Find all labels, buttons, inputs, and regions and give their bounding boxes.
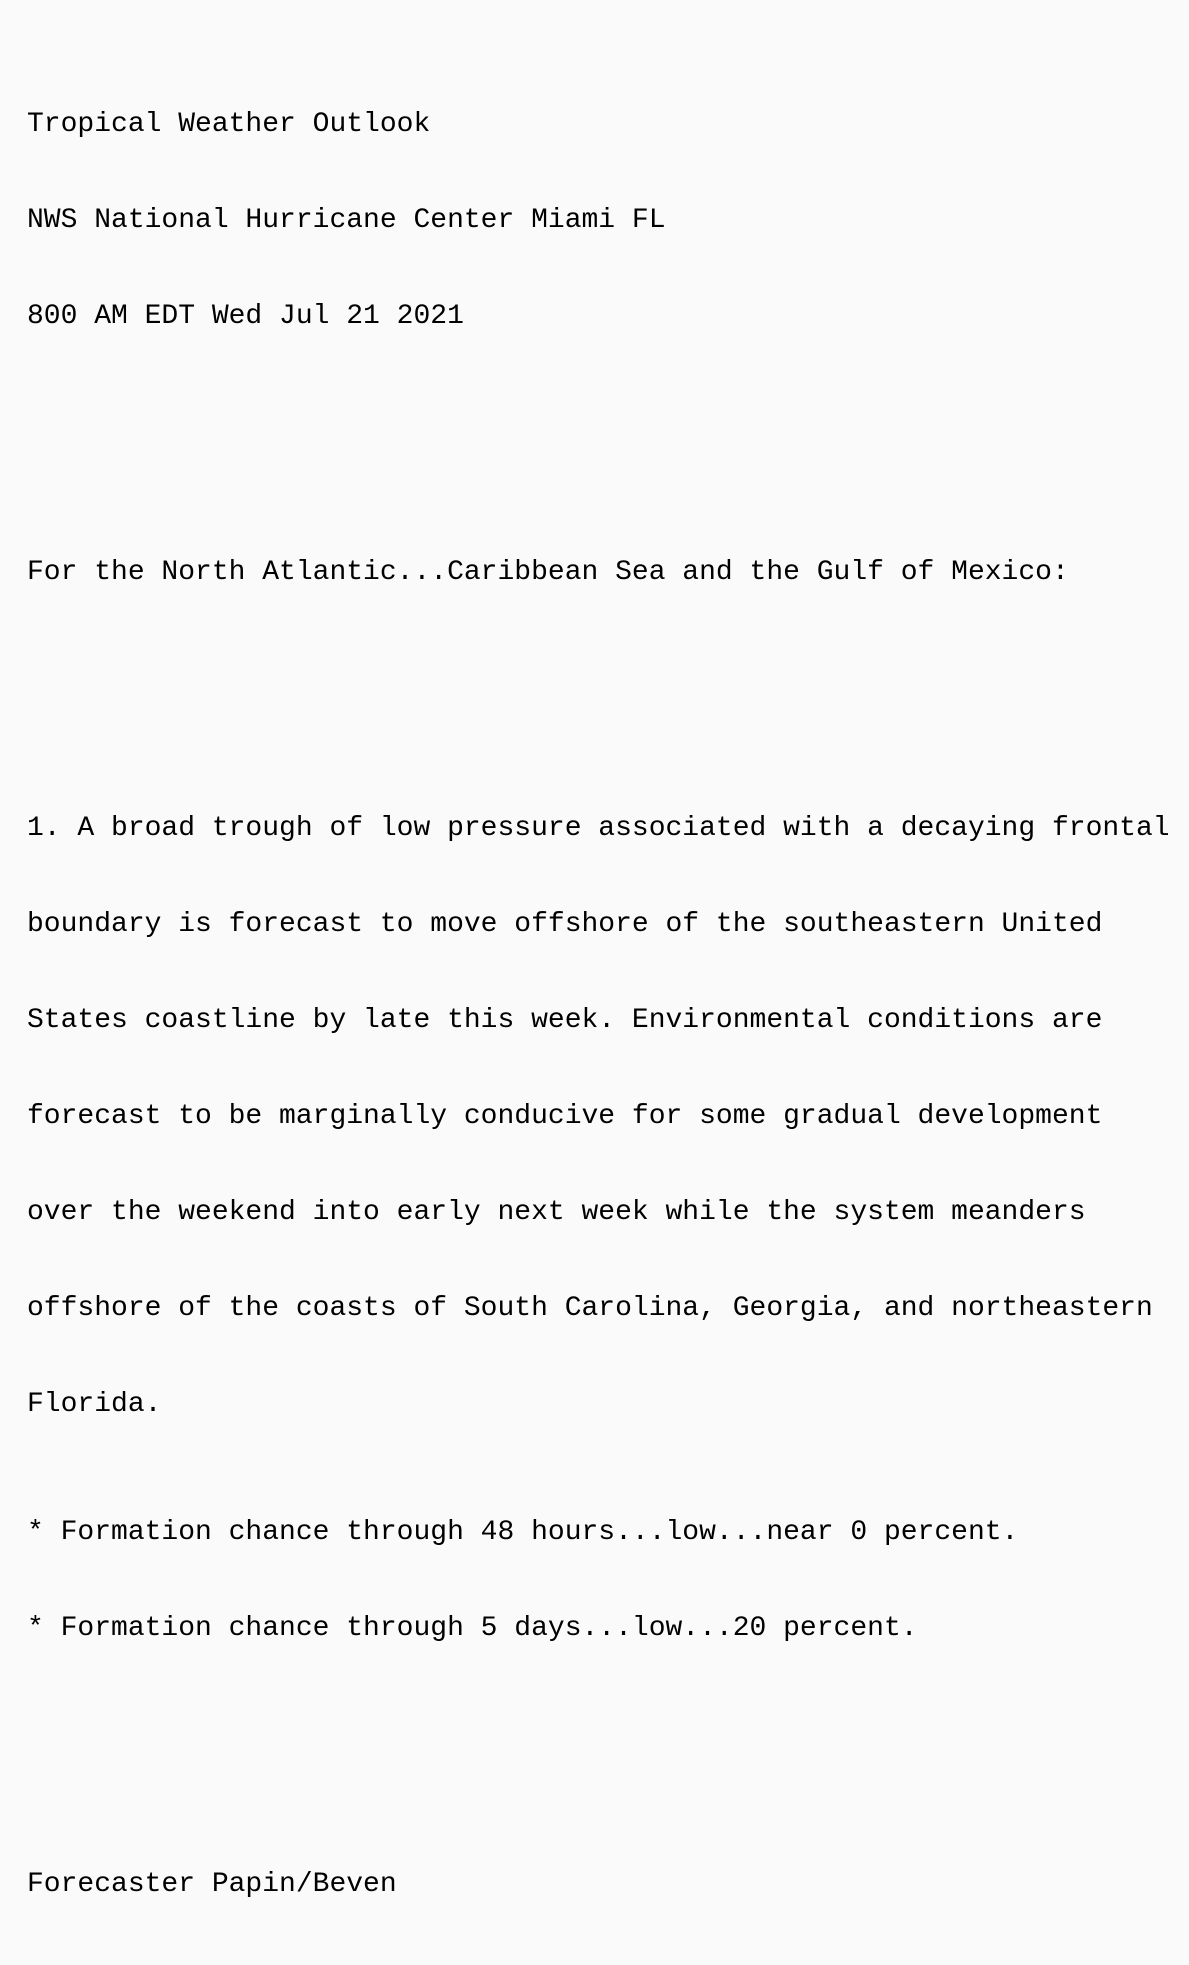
outlook-paragraph-line: States coastline by late this week. Environmental conditions are <box>27 1005 1103 1036</box>
outlook-paragraph-line: boundary is forecast to move offshore of the southeastern United <box>27 909 1103 940</box>
region-header: For the North Atlantic...Caribbean Sea and the Gulf of Mexico: <box>27 557 1069 588</box>
issuing-office: NWS National Hurricane Center Miami FL <box>27 205 666 236</box>
issue-datetime: 800 AM EDT Wed Jul 21 2021 <box>27 301 464 332</box>
outlook-paragraph-line: over the weekend into early next week while the system meanders <box>27 1197 1086 1228</box>
spacer <box>27 685 1179 717</box>
outlook-paragraph-line: 1. A broad trough of low pressure associated with a decaying frontal <box>27 813 1170 844</box>
forecaster-signature: Forecaster Papin/Beven <box>27 1869 397 1900</box>
outlook-paragraph-line: offshore of the coasts of South Carolina, Georgia, and northeastern <box>27 1293 1153 1324</box>
outlook-paragraph-line: forecast to be marginally conducive for some gradual development <box>27 1101 1103 1132</box>
formation-chance-48h: * Formation chance through 48 hours...low...near 0 percent. <box>27 1517 1019 1548</box>
spacer <box>27 1741 1179 1773</box>
spacer <box>27 429 1179 461</box>
outlook-paragraph-line: Florida. <box>27 1389 162 1420</box>
formation-chance-5day: * Formation chance through 5 days...low...20 percent. <box>27 1613 918 1644</box>
product-title: Tropical Weather Outlook <box>27 109 431 140</box>
